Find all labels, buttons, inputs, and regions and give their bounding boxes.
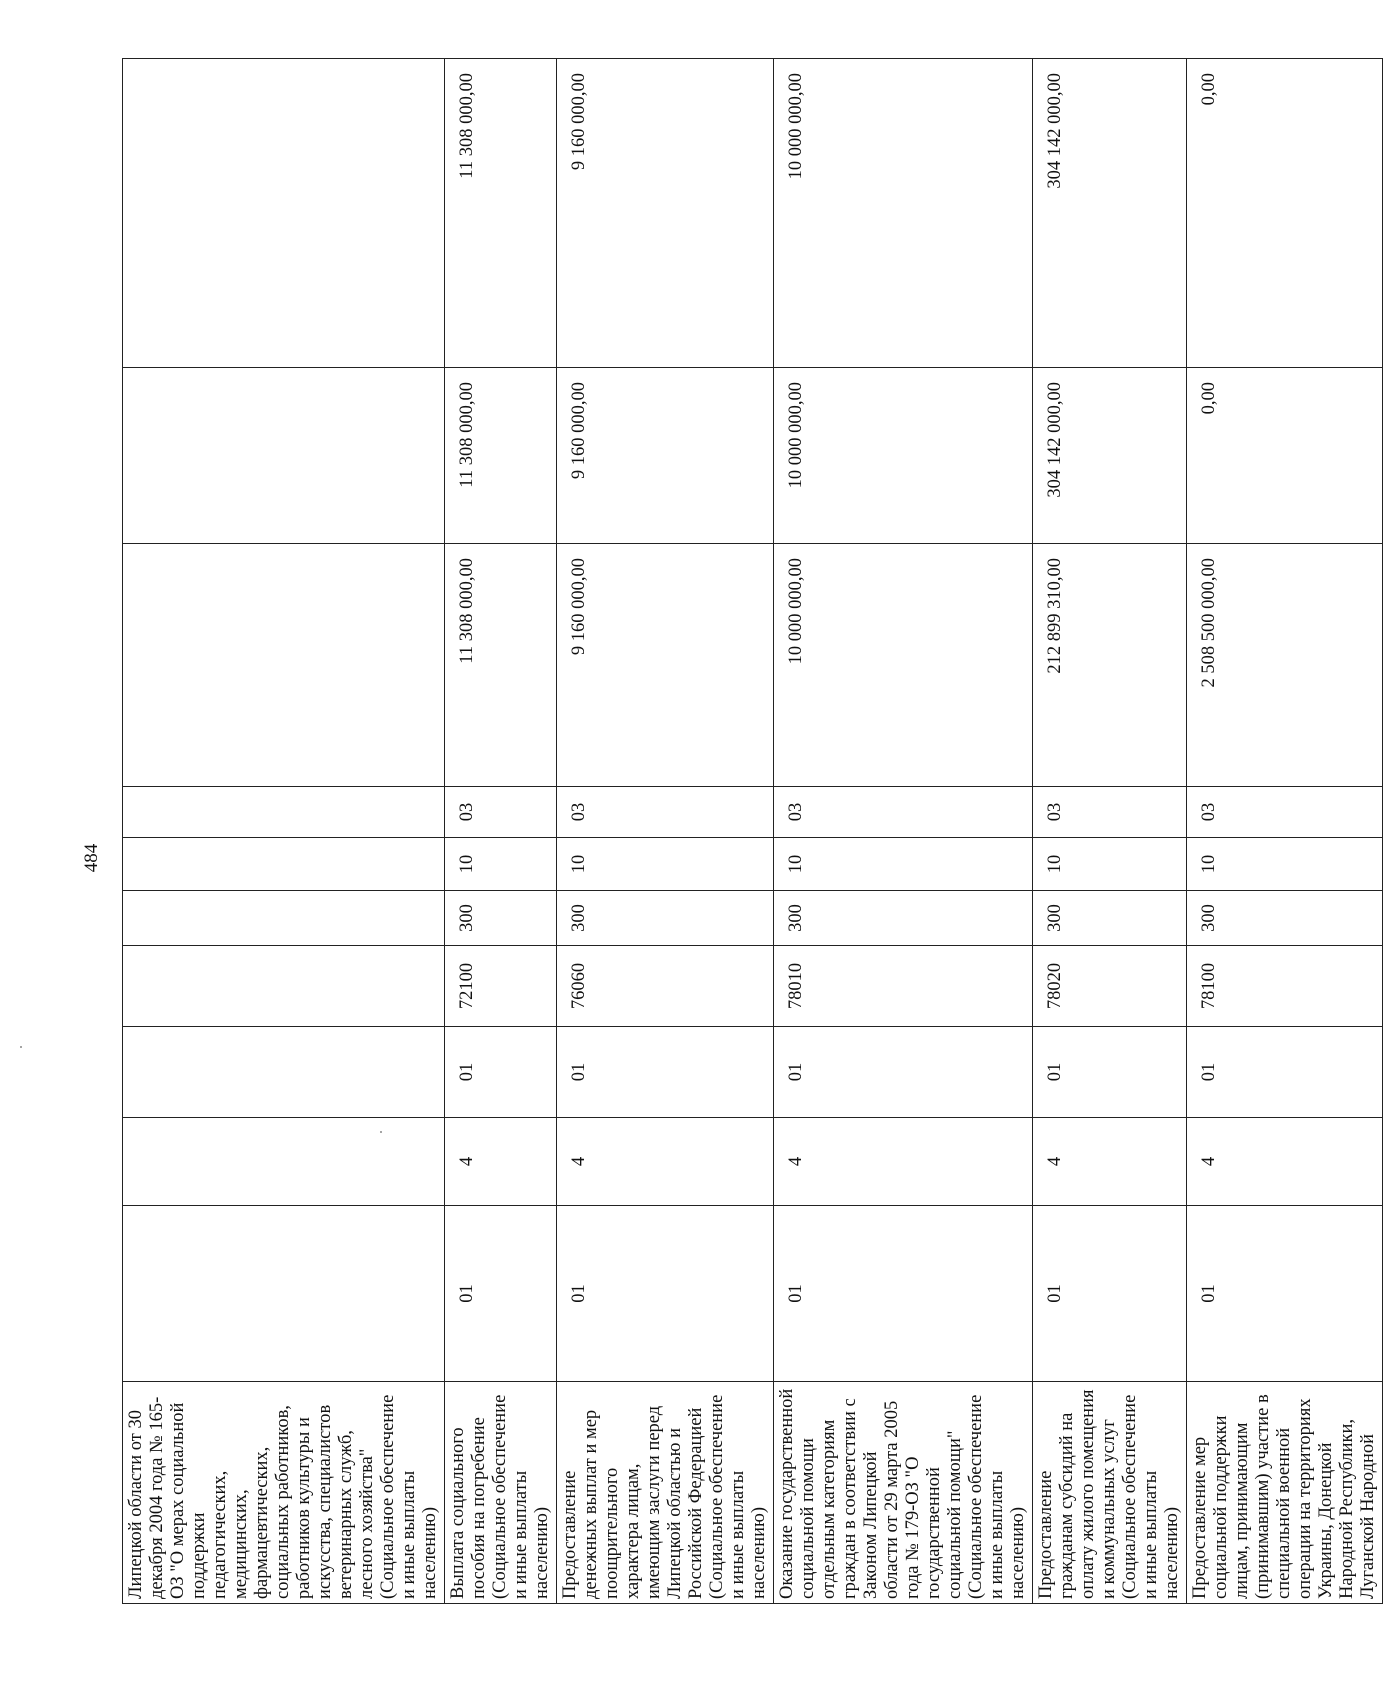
code-cell bbox=[123, 787, 445, 838]
code-cell: 78010 bbox=[774, 946, 1033, 1027]
budget-table-wrapper bbox=[122, 59, 1378, 1604]
code-cell: 01 bbox=[774, 1027, 1033, 1118]
row-description: Оказание государственной социальной помощи отдельным категориям граждан в соответствии с Законом Липецкой области от 29 марта 2005 года № 179-ОЗ "О государственной социальной помощи" (Социальное обеспечение и иные выплаты населению) bbox=[774, 1382, 1033, 1604]
code-cell: 4 bbox=[1187, 1118, 1383, 1206]
code-cell: 01 bbox=[1033, 1027, 1187, 1118]
scan-speck bbox=[20, 1046, 22, 1048]
code-cell: 10 bbox=[774, 838, 1033, 891]
row-description: Липецкой области от 30 декабря 2004 года № 165-ОЗ "О мерах социальной поддержки педагогических, медицинских, фармацевтических, социальных работников, работников культуры и искусства, специалистов ветеринарных служб, лесного хозяйства" (Социальное обеспечение и иные выплаты населению) bbox=[123, 1382, 445, 1604]
code-cell: 03 bbox=[1033, 787, 1187, 838]
row-description: Предоставление денежных выплат и мер поощрительного характера лицам, имеющим заслуги перед Липецкой областью и Российской Федерацией (Социальное обеспечение и иные выплаты населению) bbox=[557, 1382, 774, 1604]
code-cell bbox=[123, 946, 445, 1027]
code-cell: 4 bbox=[445, 1118, 557, 1206]
code-cell: 10 bbox=[557, 838, 774, 891]
code-cell: 76060 bbox=[557, 946, 774, 1027]
scan-speck bbox=[380, 1131, 382, 1133]
code-cell: 300 bbox=[1187, 891, 1383, 946]
code-cell: 01 bbox=[1187, 1027, 1383, 1118]
budget-table bbox=[122, 58, 1383, 1604]
row-description: Предоставление мер социальной поддержки лицам, принимающим (принимавшим) участие в специальной военной операции на территориях Украины, Донецкой Народной Республики, Луганской Народной bbox=[1187, 1382, 1383, 1604]
code-cell: 01 bbox=[557, 1206, 774, 1382]
amount-cell bbox=[123, 544, 445, 787]
row-description: Предоставление гражданам субсидий на оплату жилого помещения и коммунальных услуг (Социальное обеспечение и иные выплаты населению) bbox=[1033, 1382, 1187, 1604]
code-cell bbox=[123, 1206, 445, 1382]
code-cell: 300 bbox=[557, 891, 774, 946]
code-cell: 01 bbox=[445, 1027, 557, 1118]
code-cell: 10 bbox=[445, 838, 557, 891]
code-cell: 72100 bbox=[445, 946, 557, 1027]
code-cell: 01 bbox=[774, 1206, 1033, 1382]
amount-cell: 10 000 000,00 bbox=[774, 544, 1033, 787]
amount-cell: 9 160 000,00 bbox=[557, 368, 774, 544]
code-cell bbox=[123, 838, 445, 891]
table-row bbox=[1033, 59, 1187, 1604]
code-cell: 300 bbox=[445, 891, 557, 946]
amount-cell: 11 308 000,00 bbox=[445, 59, 557, 368]
code-cell: 78020 bbox=[1033, 946, 1187, 1027]
page-number: 484 bbox=[81, 843, 102, 873]
amount-cell: 212 899 310,00 bbox=[1033, 544, 1187, 787]
amount-cell bbox=[123, 59, 445, 368]
amount-cell: 10 000 000,00 bbox=[774, 368, 1033, 544]
table-row bbox=[123, 59, 445, 1604]
code-cell: 300 bbox=[774, 891, 1033, 946]
code-cell bbox=[123, 1027, 445, 1118]
amount-cell: 11 308 000,00 bbox=[445, 368, 557, 544]
table-row bbox=[1187, 59, 1383, 1604]
code-cell: 4 bbox=[557, 1118, 774, 1206]
amount-cell bbox=[123, 368, 445, 544]
amount-cell: 10 000 000,00 bbox=[774, 59, 1033, 368]
amount-cell: 0,00 bbox=[1187, 368, 1383, 544]
amount-cell: 9 160 000,00 bbox=[557, 544, 774, 787]
code-cell: 300 bbox=[1033, 891, 1187, 946]
code-cell: 01 bbox=[445, 1206, 557, 1382]
amount-cell: 304 142 000,00 bbox=[1033, 368, 1187, 544]
code-cell: 78100 bbox=[1187, 946, 1383, 1027]
code-cell: 01 bbox=[557, 1027, 774, 1118]
amount-cell: 304 142 000,00 bbox=[1033, 59, 1187, 368]
code-cell: 4 bbox=[774, 1118, 1033, 1206]
code-cell: 10 bbox=[1187, 838, 1383, 891]
row-description: Выплата социального пособия на погребение (Социальное обеспечение и иные выплаты населению) bbox=[445, 1382, 557, 1604]
code-cell bbox=[123, 891, 445, 946]
code-cell: 01 bbox=[1033, 1206, 1187, 1382]
amount-cell: 2 508 500 000,00 bbox=[1187, 544, 1383, 787]
code-cell: 03 bbox=[1187, 787, 1383, 838]
code-cell: 10 bbox=[1033, 838, 1187, 891]
code-cell: 03 bbox=[557, 787, 774, 838]
table-row bbox=[445, 59, 557, 1604]
code-cell: 01 bbox=[1187, 1206, 1383, 1382]
amount-cell: 9 160 000,00 bbox=[557, 59, 774, 368]
table-row bbox=[774, 59, 1033, 1604]
amount-cell: 11 308 000,00 bbox=[445, 544, 557, 787]
code-cell: 4 bbox=[1033, 1118, 1187, 1206]
code-cell: 03 bbox=[445, 787, 557, 838]
code-cell: 03 bbox=[774, 787, 1033, 838]
table-row bbox=[557, 59, 774, 1604]
amount-cell: 0,00 bbox=[1187, 59, 1383, 368]
code-cell bbox=[123, 1118, 445, 1206]
